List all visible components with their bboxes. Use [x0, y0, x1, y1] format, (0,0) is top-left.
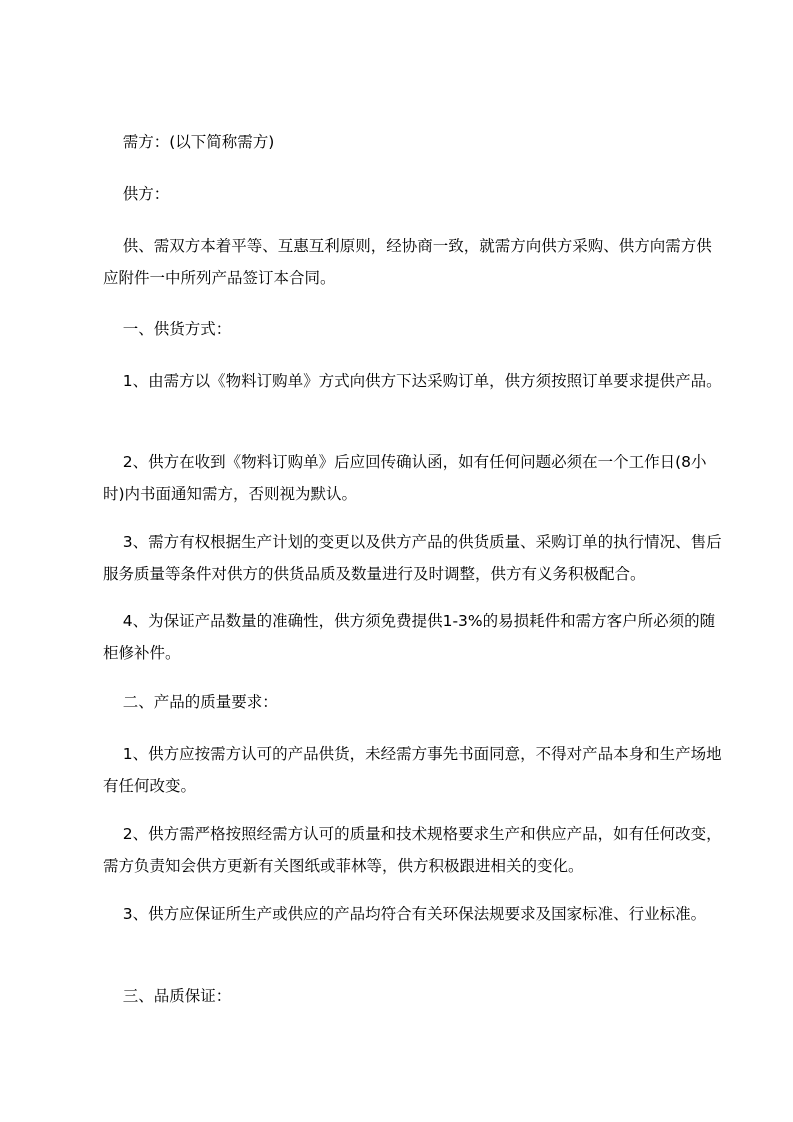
section-3-heading: 三、品质保证： [103, 987, 232, 1005]
section-2-item-3: 3、供方应保证所生产或供应的产品均符合有关环保法规要求及国家标准、行业标准。 [103, 905, 707, 923]
section-1-heading: 一、供货方式： [103, 320, 232, 338]
intro-paragraph: 供、需双方本着平等、互惠互利原则，经协商一致，就需方向供方采购、供方向需方供应附件一中所列产品签订本合同。 [103, 237, 712, 287]
section-1-item-4: 4、为保证产品数量的准确性，供方须免费提供1-3%的易损耗件和需方客户所必须的随柜修补件。 [103, 612, 716, 662]
section-1-item-2: 2、供方在收到《物料订购单》后应回传确认函，如有任何问题必须在一个工作日(8小时)内书面通知需方，否则视为默认。 [103, 453, 707, 503]
section-1-item-1: 1、由需方以《物料订购单》方式向供方下达采购订单，供方须按照订单要求提供产品。 [103, 372, 722, 390]
section-2-item-2: 2、供方需严格按照经需方认可的质量和技术规格要求生产和供应产品，如有任何改变，需方负责知会供方更新有关图纸或菲林等，供方积极跟进相关的变化。 [103, 825, 722, 875]
section-2-heading: 二、产品的质量要求： [103, 693, 278, 711]
section-1-item-3: 3、需方有权根据生产计划的变更以及供方产品的供货质量、采购订单的执行情况、售后服务质量等条件对供方的供货品质及数量进行及时调整，供方有义务积极配合。 [103, 533, 722, 583]
buyer-line: 需方：(以下简称需方) [103, 133, 275, 151]
supplier-line: 供方： [103, 185, 170, 203]
section-2-item-1: 1、供方应按需方认可的产品供货，未经需方事先书面同意，不得对产品本身和生产场地有任何改变。 [103, 745, 722, 795]
